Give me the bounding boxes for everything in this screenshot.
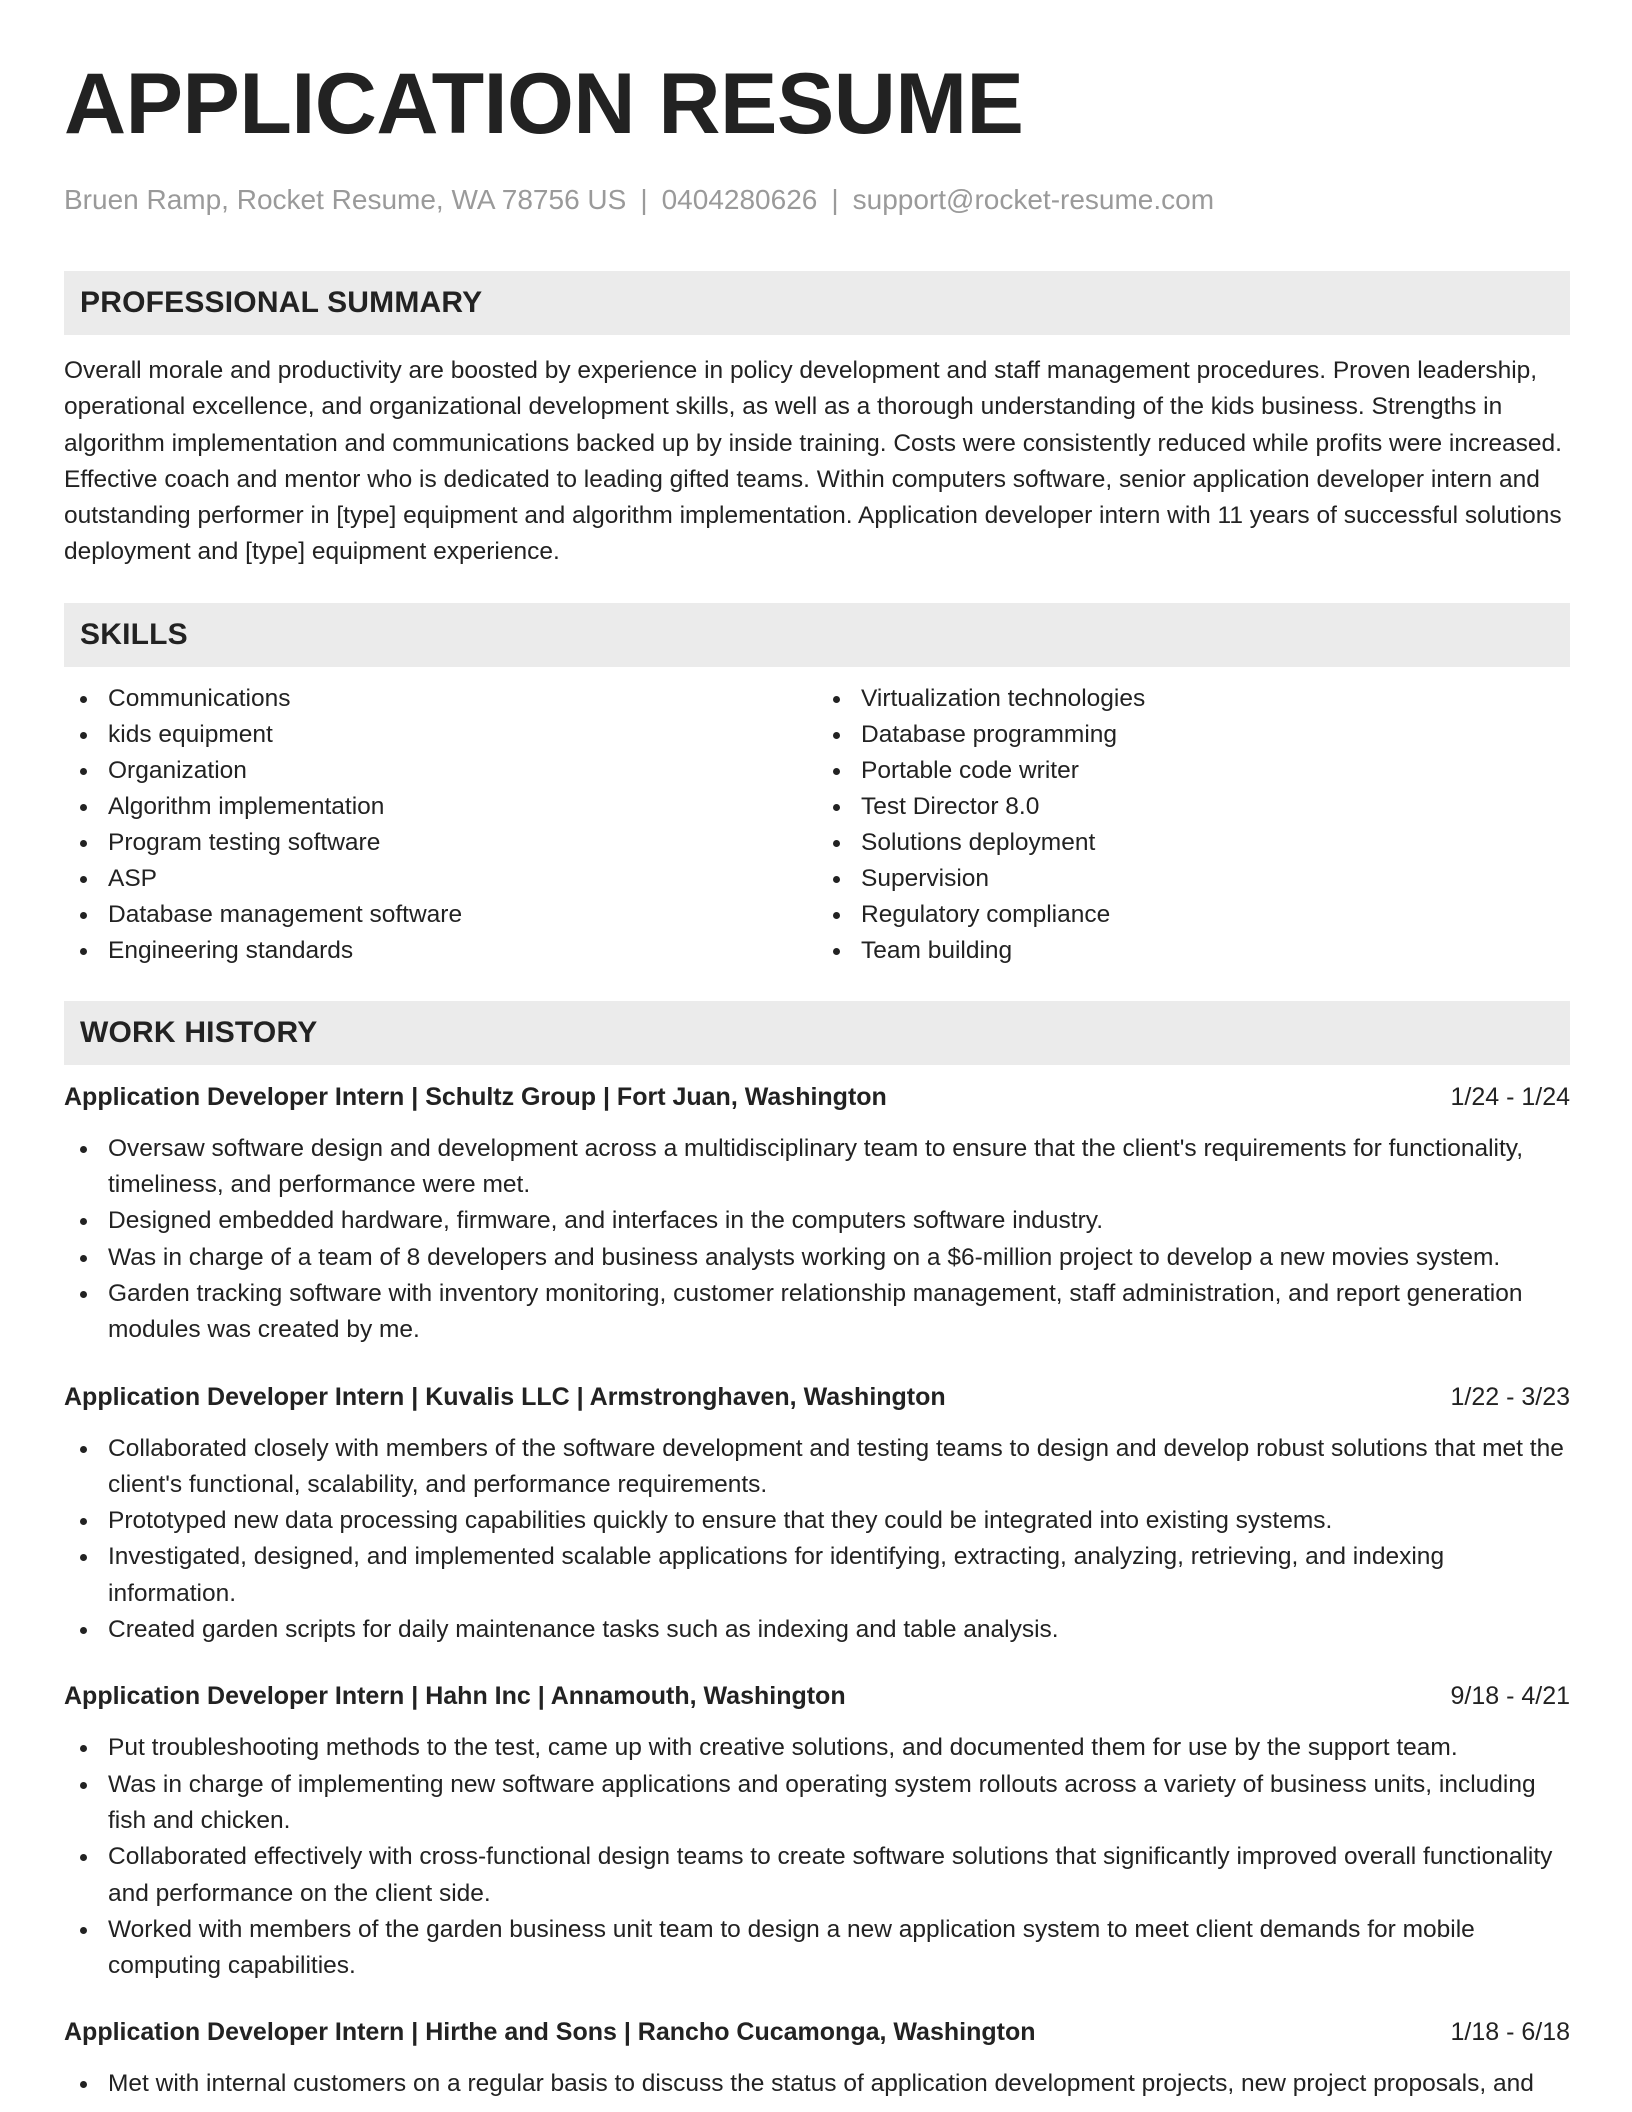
job-title: Application Developer Intern | Schultz Group | Fort Juan, Washington: [64, 1082, 887, 1111]
contact-address: Bruen Ramp, Rocket Resume, WA 78756 US: [64, 184, 627, 215]
skill-item: Solutions deployment: [817, 825, 1570, 861]
job-title: Application Developer Intern | Kuvalis LLC | Armstronghaven, Washington: [64, 1382, 946, 1411]
skill-item: Test Director 8.0: [817, 789, 1570, 825]
job-bullet: Was in charge of implementing new software applications and operating system rollouts across a variety of business units, including fish and chicken.: [64, 1767, 1570, 1840]
job-bullet-list: [64, 1730, 1570, 1984]
skill-item: Portable code writer: [817, 753, 1570, 789]
section-heading-skills: [64, 603, 1570, 667]
skill-item: kids equipment: [64, 717, 817, 753]
summary-paragraph: Overall morale and productivity are boosted by experience in policy development and staff management procedures. Proven leadership, operational excellence, and organizational development skills, as well as a thorough understanding of the kids business. Strengths in algorithm implementation and communications backed up by inside training. Costs were consistently reduced while profits were increased. Effective coach and mentor who is dedicated to leading gifted teams. Within computers software, senior application developer intern and outstanding performer in [type] equipment and algorithm implementation. Application developer intern with 11 years of successful solutions deployment and [type] equipment experience.: [64, 357, 1562, 566]
job-header: [64, 2014, 1570, 2050]
section-heading-label: SKILLS: [80, 617, 188, 651]
job-entry: [64, 1678, 1570, 1984]
section-heading-label: WORK HISTORY: [80, 1015, 318, 1049]
skills-column-right: [817, 681, 1570, 969]
skill-item: Organization: [64, 753, 817, 789]
job-bullet: Designed embedded hardware, firmware, and interfaces in the computers software industry.: [64, 1203, 1570, 1239]
job-entry: [64, 1079, 1570, 1349]
section-heading-work-history: [64, 1001, 1570, 1065]
job-header: [64, 1379, 1570, 1415]
job-dates: 9/18 - 4/21: [1450, 1682, 1570, 1711]
skill-item: Team building: [817, 933, 1570, 969]
job-bullet-list: [64, 1431, 1570, 1649]
skill-item: Communications: [64, 681, 817, 717]
job-header: [64, 1678, 1570, 1714]
skills-column-left: [64, 681, 817, 969]
job-bullet: Worked with members of the garden business unit team to design a new application system to meet client demands for mobile computing capabilities.: [64, 1912, 1570, 1985]
resume-title: APPLICATION RESUME: [64, 56, 1024, 152]
skill-item: Algorithm implementation: [64, 789, 817, 825]
job-bullet-list: [64, 1131, 1570, 1349]
skill-item: Regulatory compliance: [817, 897, 1570, 933]
skill-item: Database management software: [64, 897, 817, 933]
job-header: [64, 1079, 1570, 1115]
skill-item: Engineering standards: [64, 933, 817, 969]
contact-email[interactable]: support@rocket-resume.com: [852, 184, 1215, 215]
job-entry: [64, 2014, 1570, 2102]
job-bullet: Was in charge of a team of 8 developers and business analysts working on a $6-million project to develop a new movies system.: [64, 1240, 1570, 1276]
section-heading-summary: [64, 271, 1570, 335]
job-dates: 1/24 - 1/24: [1450, 1082, 1570, 1111]
job-title: Application Developer Intern | Hirthe and Sons | Rancho Cucamonga, Washington: [64, 2018, 1036, 2047]
job-bullet: Garden tracking software with inventory monitoring, customer relationship management, staff administration, and report generation modules was created by me.: [64, 1276, 1570, 1349]
job-bullet: Oversaw software design and development across a multidisciplinary team to ensure that the client's requirements for functionality, timeliness, and performance were met.: [64, 1131, 1570, 1204]
contact-phone: 0404280626: [661, 184, 818, 215]
job-bullet: Put troubleshooting methods to the test, came up with creative solutions, and documented them for use by the support team.: [64, 1730, 1570, 1766]
job-entry: [64, 1379, 1570, 1649]
skill-item: Database programming: [817, 717, 1570, 753]
job-bullet: Met with internal customers on a regular basis to discuss the status of application development projects, new project proposals, and: [64, 2066, 1570, 2102]
skill-item: Virtualization technologies: [817, 681, 1570, 717]
skill-item: Program testing software: [64, 825, 817, 861]
contact-separator: |: [831, 184, 839, 215]
job-bullet: Created garden scripts for daily maintenance tasks such as indexing and table analysis.: [64, 1612, 1570, 1648]
contact-separator: |: [640, 184, 648, 215]
skill-item: ASP: [64, 861, 817, 897]
job-bullet: Collaborated effectively with cross-functional design teams to create software solutions that significantly improved overall functionality and performance on the client side.: [64, 1839, 1570, 1912]
job-bullet: Investigated, designed, and implemented scalable applications for identifying, extracting, analyzing, retrieving, and indexing information.: [64, 1539, 1570, 1612]
job-dates: 1/18 - 6/18: [1450, 2018, 1570, 2047]
contact-line: [64, 182, 1570, 218]
job-bullet: Collaborated closely with members of the software development and testing teams to design and develop robust solutions that met the client's functional, scalability, and performance requirements.: [64, 1431, 1570, 1504]
job-dates: 1/22 - 3/23: [1450, 1382, 1570, 1411]
job-bullet: Prototyped new data processing capabilities quickly to ensure that they could be integrated into existing systems.: [64, 1503, 1570, 1539]
skills-list: [64, 681, 1570, 969]
section-heading-label: PROFESSIONAL SUMMARY: [80, 286, 483, 319]
job-title: Application Developer Intern | Hahn Inc | Annamouth, Washington: [64, 1682, 846, 1711]
skill-item: Supervision: [817, 861, 1570, 897]
job-bullet-list: [64, 2066, 1570, 2102]
